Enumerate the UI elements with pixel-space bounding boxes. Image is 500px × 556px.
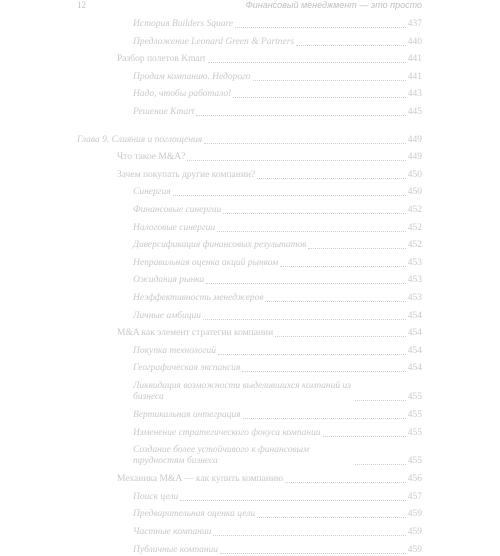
toc-entry <box>133 363 422 374</box>
toc-entry <box>117 474 422 485</box>
toc-entry-page: 455 <box>407 392 422 402</box>
toc-entry-title: Создание более устойчивого к финансовым трудностям бизнеса <box>133 445 310 467</box>
toc-entry <box>133 428 422 439</box>
dot-leader <box>223 213 405 214</box>
toc-entry <box>133 37 422 48</box>
toc-entry-title: Покупка технологий <box>133 345 216 356</box>
dot-leader <box>218 354 406 355</box>
toc-chapter <box>77 135 422 146</box>
toc-entry-page: 450 <box>407 169 422 180</box>
running-title: Финансовый менеджмент — это просто <box>245 0 422 10</box>
toc-entry-title: Личные амбиции <box>133 310 202 321</box>
toc-entry-title: Зачем покупать другие компании? <box>117 169 256 180</box>
dot-leader <box>206 283 406 284</box>
dot-leader <box>203 319 406 320</box>
toc-entry-page: 437 <box>407 19 422 29</box>
dot-leader <box>257 178 406 179</box>
dot-leader <box>323 436 406 437</box>
toc-entry-title: Предложение Leonard Green & Partners <box>133 36 295 47</box>
toc-entry <box>133 258 422 269</box>
toc-entry-page: 443 <box>407 89 422 100</box>
toc-entry <box>117 152 422 163</box>
toc-entry <box>133 89 422 100</box>
toc-entry <box>133 492 422 503</box>
dot-leader <box>355 400 406 401</box>
toc-entry-page: 454 <box>407 345 422 356</box>
page-number: 12 <box>77 0 86 10</box>
toc-entry-page: 440 <box>407 36 422 47</box>
toc-entry <box>133 205 422 216</box>
dot-leader <box>285 482 406 483</box>
toc-entry-page: 455 <box>407 456 422 467</box>
dot-leader <box>187 160 405 161</box>
toc-entry-page: 452 <box>407 205 422 215</box>
toc-entry-page: 441 <box>407 71 422 82</box>
toc-entry-title: Неправильная оценка акций рынком <box>133 257 279 268</box>
toc-entry-page: 449 <box>407 134 422 145</box>
toc-entry-page: 452 <box>407 240 422 251</box>
toc-entry-title: Поиск цели <box>133 491 179 502</box>
toc-entry-page: 454 <box>407 328 422 339</box>
toc-entry <box>133 275 422 286</box>
toc-entry <box>117 54 422 65</box>
toc-entry-page: 455 <box>407 410 422 421</box>
toc-entry-page: 457 <box>407 491 422 502</box>
dot-leader <box>196 115 405 116</box>
toc-entry <box>133 223 422 234</box>
toc-entry <box>133 293 422 304</box>
toc-entry-title: Налоговые синергии <box>133 222 216 233</box>
toc-entry-page: 455 <box>407 427 422 438</box>
toc-entry-title: Разбор полетов Kmart <box>117 54 206 65</box>
toc-entry-title: Синергия <box>133 187 171 198</box>
toc-entry <box>133 410 422 421</box>
toc-entry-title: История Builders Square <box>133 19 234 29</box>
toc-entry-page: 449 <box>407 152 422 163</box>
toc-entry-title: Надо, чтобы работало! <box>133 89 232 100</box>
dot-leader <box>242 371 405 372</box>
toc-entry-page: 454 <box>407 363 422 374</box>
dot-leader <box>243 418 406 419</box>
toc-entry-page: 456 <box>407 474 422 485</box>
toc-entry-page: 453 <box>407 275 422 286</box>
toc-entry-title: M&A как элемент стратегии компании <box>117 328 274 339</box>
toc-entry-page: 459 <box>407 509 422 520</box>
toc-entry-page: 445 <box>407 107 422 117</box>
toc-entry <box>133 445 422 467</box>
toc-entry-title: Географическая экспансия <box>133 363 241 374</box>
dot-leader <box>173 195 406 196</box>
toc-entry-title: Вертикальная интеграция <box>133 410 241 421</box>
toc-entry-title: Ликвидация возможности выделившихся компаний из бизнеса <box>133 381 351 402</box>
toc-entry <box>133 346 422 357</box>
toc-entry-page: 450 <box>407 187 422 198</box>
dot-leader <box>355 464 406 465</box>
toc-entry <box>133 509 422 520</box>
toc-entry <box>117 170 422 181</box>
dot-leader <box>220 553 406 554</box>
dot-leader <box>308 248 405 249</box>
toc-entry <box>133 19 422 30</box>
toc-entry-title: Что такое M&A? <box>117 152 186 163</box>
toc-entry-page: 459 <box>407 544 422 555</box>
dot-leader <box>257 517 406 518</box>
toc-entry <box>133 240 422 251</box>
toc-entry-page: 441 <box>407 54 422 65</box>
toc-entry-title: Неэффективность менеджеров <box>133 293 264 303</box>
dot-leader <box>275 336 406 337</box>
dot-leader <box>233 97 405 98</box>
toc-entry <box>133 527 422 538</box>
toc-entry-page: 454 <box>407 310 422 321</box>
toc-entry-title: Изменение стратегического фокуса компании <box>133 427 321 438</box>
toc-entry-page: 453 <box>407 257 422 268</box>
dot-leader <box>235 27 406 28</box>
toc-entry <box>133 107 422 118</box>
dot-leader <box>280 266 406 267</box>
toc-entry <box>133 72 422 83</box>
toc-entry-title: Глава 9. Слияния и поглощения <box>77 134 203 145</box>
toc-entry-page: 459 <box>407 527 422 538</box>
toc-entry <box>117 328 422 339</box>
toc-entry-title: Частные компании <box>133 527 212 538</box>
page-header <box>0 0 500 14</box>
dot-leader <box>213 535 405 536</box>
dot-leader <box>208 62 406 63</box>
toc-entry <box>133 187 422 198</box>
dot-leader <box>253 80 406 81</box>
toc-entry <box>133 381 422 403</box>
dot-leader <box>296 45 406 46</box>
dot-leader <box>217 231 406 232</box>
toc-entry <box>133 545 422 556</box>
dot-leader <box>265 301 405 302</box>
dot-leader <box>204 143 406 144</box>
toc-entry-page: 452 <box>407 222 422 233</box>
toc-entry-title: Механика M&A — как купить компанию <box>117 474 284 485</box>
toc-entry-title: Ожидания рынка <box>133 275 205 286</box>
dot-leader <box>180 500 405 501</box>
toc-entry-title: Финансовые синергии <box>133 205 222 215</box>
toc-entry-title: Решение Kmart <box>133 107 195 117</box>
toc-entry-title: Диверсификация финансовых результатов <box>133 240 307 251</box>
toc-entry-title: Продам компанию. Недорого <box>133 71 251 82</box>
toc-entry-page: 453 <box>407 293 422 303</box>
toc-entry <box>133 311 422 322</box>
toc-entry-title: Предварительная оценка цели <box>133 509 256 520</box>
toc-entry-title: Публичные компании <box>133 544 219 555</box>
